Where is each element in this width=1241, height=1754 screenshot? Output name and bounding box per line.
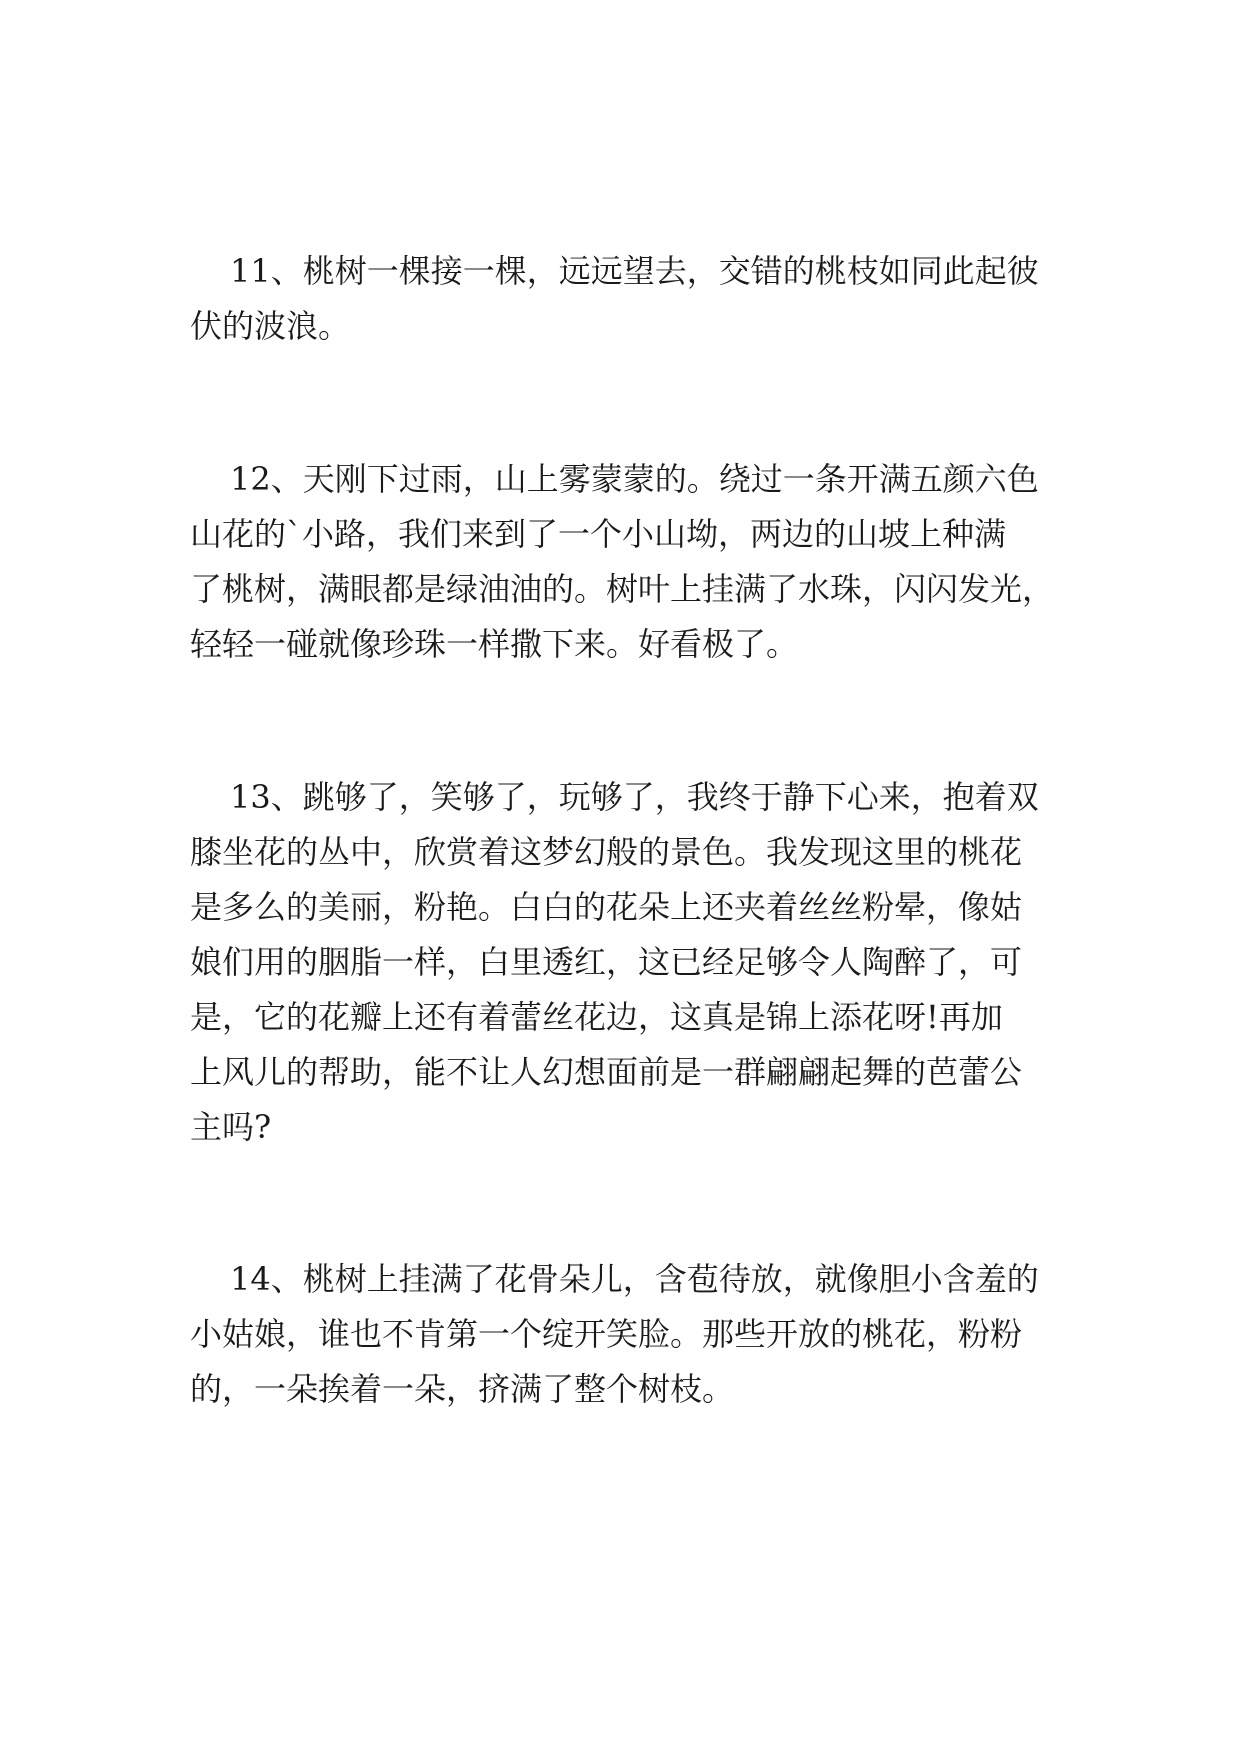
paragraph-line: 山花的`小路，我们来到了一个小山坳，两边的山坡上种满 [190,515,1007,553]
paragraph-line: 是，它的花瓣上还有着蕾丝花边，这真是锦上添花呀!再加 [190,998,1003,1036]
paragraph-line: 13、跳够了，笑够了，玩够了，我终于静下心来，抱着双 [230,778,1039,816]
paragraph-line: 小姑娘，谁也不肯第一个绽开笑脸。那些开放的桃花，粉粉 [190,1315,1023,1353]
paragraph-line: 膝坐花的丛中，欣赏着这梦幻般的景色。我发现这里的桃花 [190,833,1023,871]
paragraph-line: 了桃树，满眼都是绿油油的。树叶上挂满了水珠，闪闪发光， [190,570,1055,608]
paragraph-line: 11、桃树一棵接一棵，远远望去，交错的桃枝如同此起彼 [230,252,1039,290]
paragraph-line: 是多么的美丽，粉艳。白白的花朵上还夹着丝丝粉晕，像姑 [190,888,1023,926]
paragraph-line: 伏的波浪。 [190,307,351,345]
paragraph-line: 的，一朵挨着一朵，挤满了整个树枝。 [190,1370,735,1408]
paragraph-line: 主吗? [190,1108,272,1146]
paragraph-line: 轻轻一碰就像珍珠一样撒下来。好看极了。 [190,625,799,663]
paragraph-line: 12、天刚下过雨，山上雾蒙蒙的。绕过一条开满五颜六色 [230,460,1039,498]
paragraph-line: 14、桃树上挂满了花骨朵儿，含苞待放，就像胆小含羞的 [230,1260,1039,1298]
paragraph-line: 上风儿的帮助，能不让人幻想面前是一群翩翩起舞的芭蕾公 [190,1053,1023,1091]
paragraph-line: 娘们用的胭脂一样，白里透红，这已经足够令人陶醉了，可 [190,943,1023,981]
